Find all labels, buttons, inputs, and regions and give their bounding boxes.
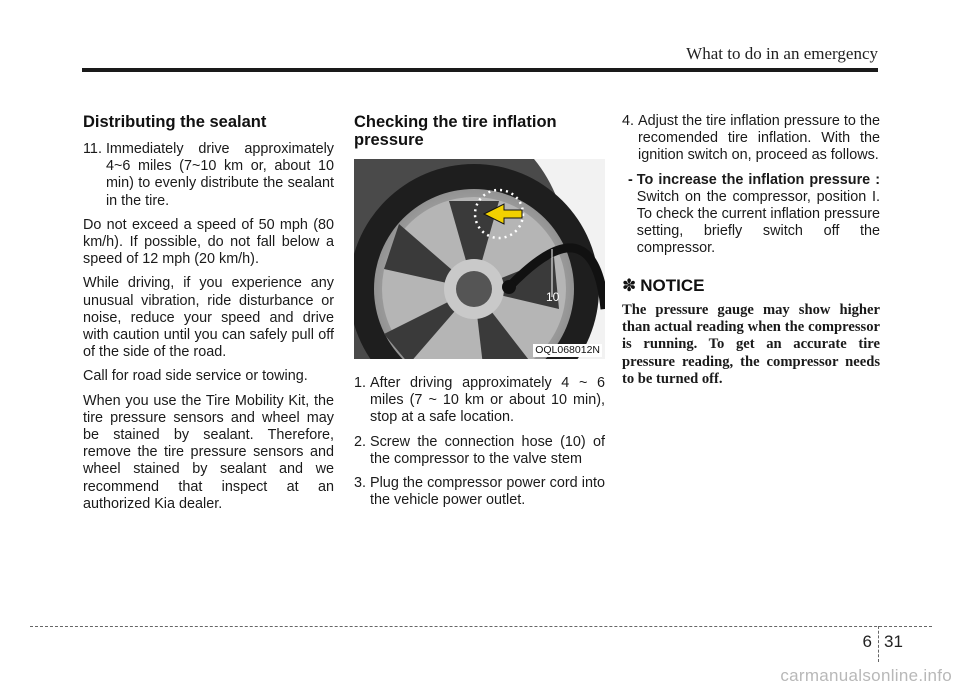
section-heading-checking-pressure: Checking the tire inflation pressure: [354, 113, 557, 149]
tire-illustration: [354, 159, 605, 359]
item-text: Immediately drive approximately 4~6 miles (7~10 km or, about 10 min) to evenly distribute the sealant in the tire.: [105, 141, 334, 209]
column-3: [622, 113, 880, 389]
paragraph-speed: Do not exceed a speed of 50 mph (80 km/h). If possible, do not fall below a speed of 12 mph (20 km/h).: [83, 216, 334, 268]
step-text: Plug the compressor power cord into the vehicle power outlet.: [370, 475, 605, 509]
figure-code: OQL068012N: [535, 344, 600, 356]
bullet-bold-label: To increase the inflation pressure :: [636, 171, 880, 188]
paragraph-road-service: Call for road side service or towing.: [83, 368, 308, 385]
paragraph-vibration: While driving, if you experience any unusual vibration, ride disturbance or noise, reduce your speed and drive with caution until you can safely pull off of the side of the road.: [83, 275, 334, 361]
step-number: 4.: [622, 113, 635, 129]
tire-compressor-figure: [354, 159, 605, 359]
step-number: 1.: [354, 375, 367, 391]
notice-heading: [622, 276, 880, 296]
step-text: Adjust the tire inflation pressure to the recomended tire inflation. With the ignition switch on, proceed as follows.: [638, 113, 880, 164]
notice-body: The pressure gauge may show higher than actual reading when the compressor is running. To get an accurate tire pressure reading, the compressor needs to be turned off.: [622, 301, 880, 388]
notice-star-icon: ✽: [622, 275, 637, 295]
watermark: carmanualsonline.info: [780, 666, 952, 685]
notice-title: NOTICE: [640, 275, 705, 295]
figure-callout-10: 10: [546, 290, 560, 304]
list-item-11: [83, 141, 334, 210]
step-3: [354, 475, 605, 509]
step-2: [354, 434, 605, 468]
column-1: [83, 113, 334, 520]
footer-rule: [30, 626, 932, 627]
step-text: After driving approximately 4 ~ 6 miles (7 ~ 10 km or about 10 min), stop at a safe location.: [370, 375, 605, 426]
page-number: 31: [884, 632, 903, 651]
bullet-dash: -: [628, 171, 633, 188]
step-4: [622, 113, 880, 165]
bullet-text-block: [637, 172, 880, 258]
bullet-text: Switch on the compressor, position I. To check the current inflation pressure setting, briefly switch off the compressor.: [636, 188, 880, 257]
item-number: 11.: [83, 141, 102, 157]
bullet-increase-pressure: [628, 172, 880, 258]
step-number: 3.: [354, 475, 367, 492]
section-heading-distributing-sealant: Distributing the sealant: [83, 113, 267, 131]
column-2: [354, 113, 605, 516]
header-rule: [82, 68, 878, 72]
page-number-divider: [878, 626, 879, 662]
paragraph-sensor-stain: When you use the Tire Mobility Kit, the tire pressure sensors and wheel may be stained by sealant. Therefore, remove the tire pressure sensors and wheel stained by sealant and we recommend that inspect at an authorized Kia dealer.: [83, 392, 334, 512]
step-1: [354, 375, 605, 427]
chapter-number: 6: [862, 632, 872, 651]
header-title: What to do in an emergency: [686, 44, 878, 63]
step-text: Screw the connection hose (10) of the compressor to the valve stem: [370, 433, 605, 467]
step-number: 2.: [354, 433, 367, 450]
